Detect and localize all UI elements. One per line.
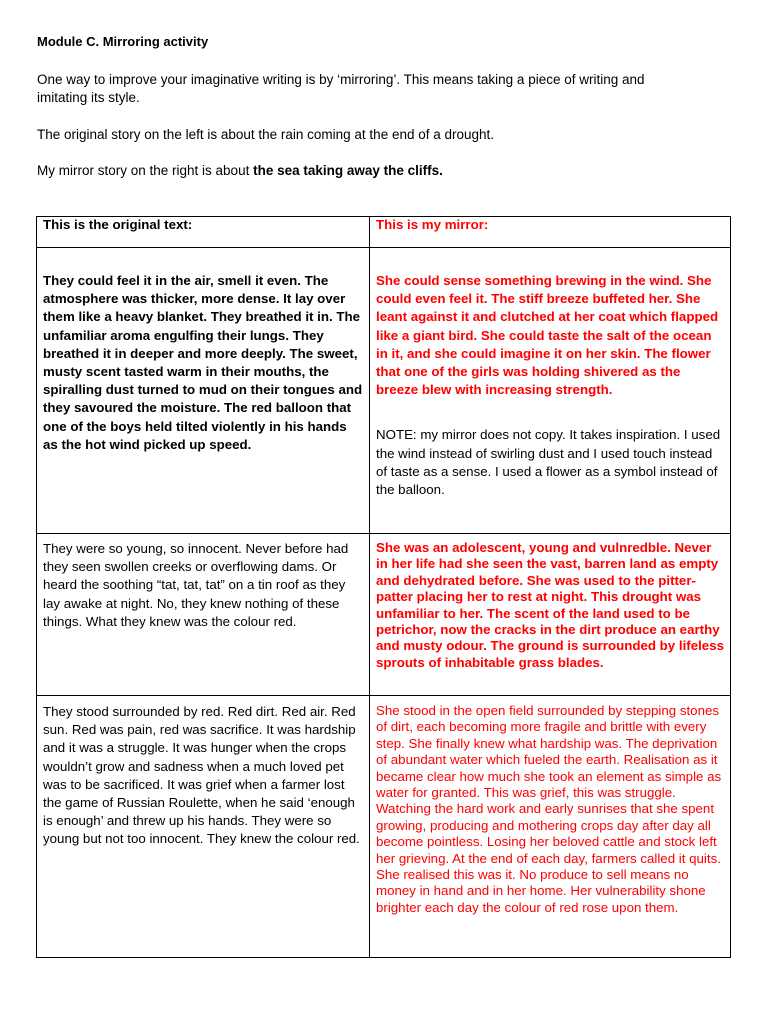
table-row <box>37 248 731 534</box>
table-row <box>37 696 731 958</box>
original-cell <box>37 248 370 534</box>
mirror-passage-3: She stood in the open field surrounded by stepping stones of dirt, each becoming more fragile and brittle with every step. She finally knew what hardship was. The deprivation of abundant water which fueled the earth. Realisation as it became clear how much she took an element as simple as water for granted. This was grief, this was struggle. Watching the hard work and early sunrises that she spent growing, producing and mothering crops day after day all become pointless. Losing her beloved cattle and stock left her grieving. At the end of each day, farmers called it quits. She realised this was it. No produce to sell means no money in hand and in her home. Her vulnerability shone brighter each day the colour of red rose upon them. <box>376 703 722 915</box>
mirror-description-topic: the sea taking away the cliffs. <box>253 163 443 178</box>
document-title: Module C. Mirroring activity <box>37 34 209 49</box>
mirror-text-header: This is my mirror: <box>370 217 731 248</box>
mirror-story-description <box>37 162 737 180</box>
mirror-passage-2: She was an adolescent, young and vulnredble. Never in her life had she seen the vast, barren land as empty and dehydrated before. She was used to the pitter-patter placing her to rest at night. This drought was unfamiliar to her. The scent of the land used to be petrichor, now the cracks in the dirt produce an earthy and musty odour. The ground is surrounded by lifeless sprouts of inhabitable grass blades. <box>376 540 724 670</box>
original-story-description: The original story on the left is about the rain coming at the end of a drought. <box>37 127 495 142</box>
table-row <box>37 534 731 696</box>
original-passage-1: They could feel it in the air, smell it even. The atmosphere was thicker, more dense. It lay over them like a heavy blanket. They breathed it in. The unfamiliar aroma engulfing their lungs. They breathed it in deeper and more deeply. The sweet, musty scent tasted warm in their mouths, the spiralling dust turned to mud on their tongues and they savoured the moisture. The red balloon that one of the boys held tilted violently in his hands as the hot wind picked up speed. <box>43 273 363 452</box>
table-header-row <box>37 217 731 248</box>
original-text-header: This is the original text: <box>37 217 370 248</box>
comparison-table <box>36 216 731 958</box>
original-passage-3: They stood surrounded by red. Red dirt. Red air. Red sun. Red was pain, red was sacrifice. It was hardship and it was a struggle. It was hunger when the crops wouldn’t grow and sadness when a much loved pet was to be sacrificed. It was grief when a farmer lost the game of Russian Roulette, when he said ‘enough is enough’ and threw up his hands. They were so young but not too innocent. They knew the colour red. <box>43 704 360 847</box>
original-passage-2: They were so young, so innocent. Never before had they seen swollen creeks or overflowing dams. Or heard the soothing “tat, tat, tat” on a tin roof as they lay awake at night. No, they knew nothing of these things. What they knew was the colour red. <box>43 541 349 629</box>
original-cell <box>37 696 370 958</box>
mirror-cell <box>370 696 731 958</box>
intro-paragraph: One way to improve your imaginative writing is by ‘mirroring’. This means taking a piece of writing and imitating its style. <box>37 72 645 105</box>
mirror-description-text: My mirror story on the right is about <box>37 163 254 178</box>
original-cell <box>37 534 370 696</box>
mirror-cell <box>370 248 731 534</box>
mirror-cell <box>370 534 731 696</box>
mirror-passage-1: She could sense something brewing in the wind. She could even feel it. The stiff breeze buffeted her. She leant against it and clutched at her coat which flapped like a giant bird. She could taste the salt of the ocean in it, and she could imagine it on her skin. The flower that one of the girls was holding shivered as the breeze blew with increasing strength. <box>376 273 719 398</box>
mirror-note: NOTE: my mirror does not copy. It takes inspiration. I used the wind instead of swirling dust and I used touch instead of taste as a sense. I used a flower as a symbol instead of the balloon. <box>376 427 721 498</box>
